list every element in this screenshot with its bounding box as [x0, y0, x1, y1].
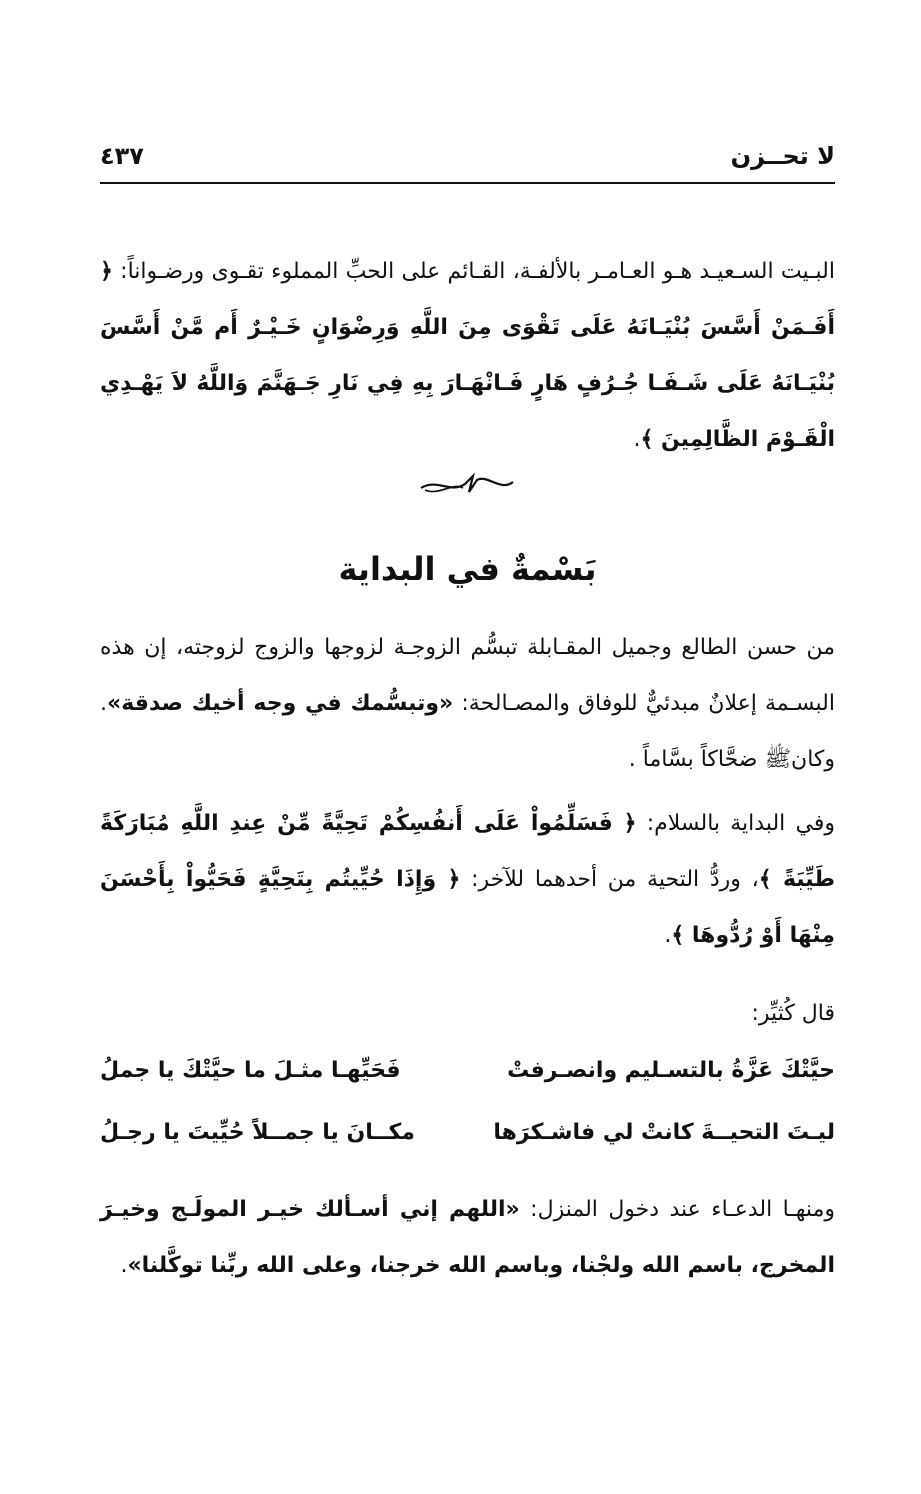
paragraph-text: . وكانﷺ ضحَّاكاً بسَّاماً . — [100, 691, 835, 772]
paragraph-text: من حسن الطالع وجميل المقـابلة تبسُّم الزوجـة لزوجها والزوج لزوجته، إن هذه البسـمة إعلانٌ مبدئيٌّ للوفاق والمصـالحة: — [100, 635, 835, 716]
page-header — [100, 140, 835, 184]
supplication-quote: «اللهم إني أسـألك خيـر المولَـج وخيـرَ المخرج، باسم الله ولجْنا، وباسم الله خرجنا، وعلى الله ربِّنا توكَّلنا» — [100, 1197, 835, 1278]
paragraph-greeting — [100, 796, 835, 964]
poem-hemistich-first: ليـتَ التحيــةَ كانتْ لي فاشـكرَها — [493, 1120, 835, 1145]
paragraph-smile — [100, 620, 835, 788]
ornament-divider — [417, 470, 517, 498]
poem-verse — [100, 1120, 835, 1164]
section-title: بَسْمةٌ في البداية — [338, 550, 597, 588]
poem-hemistich-first: حيَّتْكَ عَزَّةُ بالتسـليم وانصـرفتْ — [507, 1058, 835, 1083]
quran-verse: ﴿ وَإِذَا حُيِّيتُم بِتَحِيَّةٍ فَحَيُّواْ بِأَحْسَنَ مِنْهَا أَوْ رُدُّوهَا ﴾ — [100, 867, 835, 948]
paragraph-text: ومنهـا الدعـاء عند دخول المنزل: — [519, 1197, 835, 1222]
poem-hemistich-second: مكــانَ يا جمــلاً حُيِّيتَ يا رجـلُ — [100, 1120, 415, 1145]
paragraph-text: . — [633, 427, 641, 452]
paragraph-entering-home — [100, 1182, 835, 1294]
poem-intro: قال كُثيِّر: — [751, 1001, 835, 1026]
running-title: لا تحــزن — [730, 142, 835, 170]
paragraph-text: ، وردُّ التحية من أحدهما للآخر: — [460, 867, 759, 892]
paragraph-text: وفي البداية بالسلام: — [636, 811, 835, 836]
quran-verse: ﴿ فَسَلِّمُواْ عَلَى أَنفُسِكُمْ تَحِيَّةً مِّنْ عِندِ اللَّهِ مُبَارَكَةً طَيِّبَةً ﴾ — [100, 811, 835, 892]
page-number: ٤٣٧ — [100, 142, 144, 170]
poem-verse — [100, 1058, 835, 1102]
paragraph-happy-home — [100, 244, 835, 468]
paragraph-text: البـيت السـعيـد هـو العـامـر بالألفـة، القـائم على الحبِّ المملوء تقـوى ورضـواناً: — [112, 259, 835, 284]
poem-hemistich-second: فَحَيِّهـا مثـلَ ما حيَّتْكَ يا جملُ — [100, 1058, 401, 1083]
hadith-quote: «وتبسُّمك في وجه أخيك صدقة» — [107, 691, 454, 716]
paragraph-text: . — [664, 923, 672, 948]
paragraph-text: . — [120, 1253, 128, 1278]
quran-verse: ﴿ أَفَـمَنْ أَسَّسَ بُنْيَـانَهُ عَلَى تَقْوَى مِنَ اللَّهِ وَرِضْوَانٍ خَـيْـرٌ أَم مَّنْ أَسَّسَ بُنْيَـانَهُ عَلَى شَـفَـا جُـرُفٍ هَارٍ فَـانْهَـارَ بِهِ فِي نَارِ جَـهَنَّمَ وَاللَّهُ لاَ يَهْـدِي الْقَـوْمَ الظَّالِمِينَ ﴾ — [100, 259, 835, 452]
